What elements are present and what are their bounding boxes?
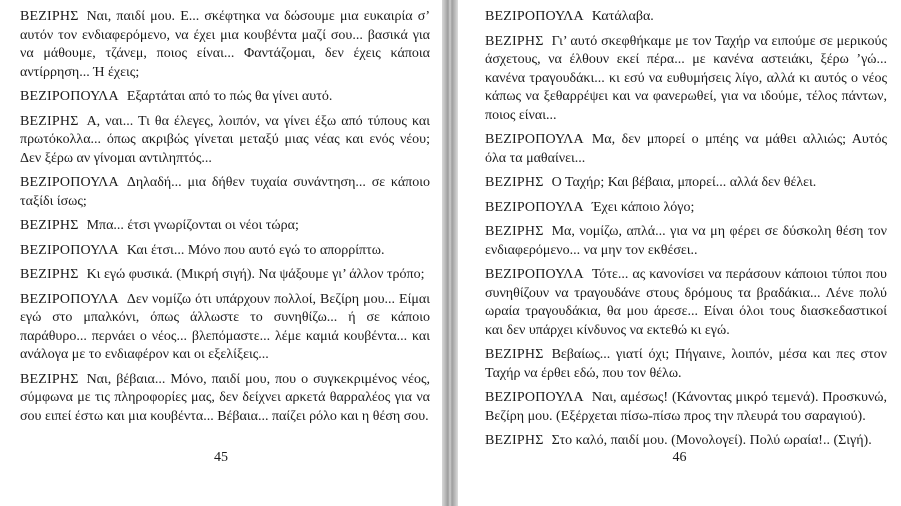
speaker-name: ΒΕΖΙΡΟΠΟΥΛΑ xyxy=(485,199,584,215)
dialogue-text: Ναι, αμέσως! (Κάνοντας μικρό τεμενά). Προσκυνώ, Βεζίρη μου. (Εξέρχεται πίσω-πίσω προς την πλευρά του σαραγιού). xyxy=(485,390,887,424)
dialogue-text: Και έτσι... Μόνο που αυτό εγώ το απορρίπτω. xyxy=(126,242,385,258)
dialogue-text: Τότε... ας κανονίσει να περάσουν κάποιοι τύποι που συνηθίζουν να τραγουδάνε στους δρόμους τα βραδάκια... Λένε πολύ ωραία τραγουδάκια, θα μου άρεσε... Είναι όλοι τους διασκεδαστικοί και δεν υπάρχει κίνδυνος να εκτεθώ κι εγώ. xyxy=(485,267,887,338)
speaker-name: ΒΕΖΙΡΗΣ xyxy=(485,347,544,362)
speaker-name: ΒΕΖΙΡΗΣ xyxy=(20,371,79,387)
dialogue-paragraph xyxy=(485,346,887,383)
speaker-name: ΒΕΖΙΡΗΣ xyxy=(20,218,79,233)
dialogue-text: Μπα... έτσι γνωρίζονται οι νέοι τώρα; xyxy=(86,218,299,233)
dialogue-paragraph xyxy=(485,389,887,426)
speaker-name: ΒΕΖΙΡΗΣ xyxy=(20,267,79,282)
dialogue-paragraph xyxy=(485,174,887,193)
dialogue-text: Έχει κάποιο λόγο; xyxy=(591,199,695,215)
dialogue-text: Κατάλαβα. xyxy=(591,9,654,24)
speaker-name: ΒΕΖΙΡΟΠΟΥΛΑ xyxy=(20,89,119,104)
dialogue-paragraph xyxy=(485,8,887,27)
dialogue-text: Εξαρτάται από το πώς θα γίνει αυτό. xyxy=(126,89,333,104)
dialogue-text: Μα, δεν μπορεί ο μπέης να μάθει αλλιώς; Αυτός όλα τα μαθαίνει... xyxy=(485,132,887,166)
dialogue-paragraph xyxy=(485,33,887,126)
dialogue-paragraph xyxy=(485,432,887,451)
dialogue-text: Βεβαίως... γιατί όχι; Πήγαινε, λοιπόν, μέσα και πες στον Ταχήρ να έρθει εδώ, που τον θέλω. xyxy=(485,347,887,381)
dialogue-paragraph xyxy=(20,266,430,285)
speaker-name: ΒΕΖΙΡΗΣ xyxy=(485,433,544,448)
dialogue-text: Μα, νομίζω, απλά... για να μη φέρει σε δύσκολη θέση τον ενδιαφερόμενο... να μην τον εκθέσει.. xyxy=(485,224,887,258)
speaker-name: ΒΕΖΙΡΗΣ xyxy=(485,175,544,190)
speaker-name: ΒΕΖΙΡΟΠΟΥΛΑ xyxy=(20,242,119,258)
dialogue-paragraph xyxy=(485,199,887,218)
dialogue-paragraph xyxy=(20,217,430,236)
dialogue-paragraph xyxy=(20,242,430,261)
left-page xyxy=(0,0,442,506)
left-page-text xyxy=(20,8,430,426)
speaker-name: ΒΕΖΙΡΗΣ xyxy=(485,224,544,239)
dialogue-text: Ναι, παιδί μου. Ε... σκέφτηκα να δώσουμε μια ευκαιρία σ’ αυτόν τον ενδιαφερόμενο, να έχει μια κουβέντα μαζί σου... βασικά για να μάθουμε, τζάνεμ, ποιος είναι... Φαντάζομαι, δεν έχεις κάποια αντίρρηση... Ή έχεις; xyxy=(20,9,430,80)
speaker-name: ΒΕΖΙΡΗΣ xyxy=(485,33,544,49)
speaker-name: ΒΕΖΙΡΟΠΟΥΛΑ xyxy=(20,291,119,307)
book-spine-gutter xyxy=(442,0,458,506)
dialogue-paragraph xyxy=(485,266,887,340)
speaker-name: ΒΕΖΙΡΗΣ xyxy=(20,9,79,24)
speaker-name: ΒΕΖΙΡΟΠΟΥΛΑ xyxy=(485,267,584,282)
dialogue-text: Α, ναι... Τι θα έλεγες, λοιπόν, να γίνει έξω από τύπους και πρωτόκολλα... όπως ακριβώς γίνεται μεταξύ μιας νέας και ενός νέου; Δεν ξέρω αν γίνομαι αντιληπτός... xyxy=(20,113,430,166)
dialogue-paragraph xyxy=(485,131,887,168)
right-page xyxy=(458,0,901,506)
dialogue-paragraph xyxy=(20,113,430,169)
page-number: 45 xyxy=(214,450,228,465)
page-number: 46 xyxy=(672,450,687,465)
dialogue-text: Ο Ταχήρ; Και βέβαια, μπορεί... αλλά δεν θέλει. xyxy=(551,175,817,190)
dialogue-paragraph xyxy=(20,174,430,211)
speaker-name: ΒΕΖΙΡΟΠΟΥΛΑ xyxy=(485,9,584,24)
right-page-text xyxy=(485,8,887,451)
dialogue-paragraph xyxy=(20,371,430,427)
dialogue-text: Ναι, βέβαια... Μόνο, παιδί μου, που ο συγκεκριμένος νέος, σύμφωνα με τις πληροφορίες μας, δεν δείχνει αρκετά θαρραλέος για να σου ειπεί έστω και μια κουβέντα... Βέβαια... παίζει ρόλο και η θέση σου. xyxy=(20,371,430,424)
dialogue-text: Δεν νομίζω ότι υπάρχουν πολλοί, Βεζίρη μου... Είμαι εγώ στο μπαλκόνι, όπως άλλωστε το συνηθίζω... ή σε κάποιο παράθυρο... περνάει ο νέος... βλεπόμαστε... λέμε καμιά κουβέντα... και ανάλογα με το ενδιαφέρον και οι εξελίξεις... xyxy=(20,291,430,362)
speaker-name: ΒΕΖΙΡΗΣ xyxy=(20,113,79,129)
dialogue-paragraph xyxy=(20,8,430,82)
speaker-name: ΒΕΖΙΡΟΠΟΥΛΑ xyxy=(20,175,119,190)
speaker-name: ΒΕΖΙΡΟΠΟΥΛΑ xyxy=(485,390,584,405)
dialogue-paragraph xyxy=(20,291,430,365)
dialogue-text: Στο καλό, παιδί μου. (Μονολογεί). Πολύ ωραία!.. (Σιγή). xyxy=(551,433,872,448)
dialogue-text: Κι εγώ φυσικά. (Μικρή σιγή). Να ψάξουμε γι’ άλλον τρόπο; xyxy=(86,267,425,282)
dialogue-text: Γι’ αυτό σκεφθήκαμε με τον Ταχήρ να ειπούμε σε μερικούς άσχετους, να έλθουν εκεί πέρα... με κανένα αστειάκι, ξέρω ’γώ... κανένα τραγουδάκι... κι εσύ να ευθυμήσεις λίγο, αλλά κι αυτός ο νέος κάπως να ξεθαρρέψει και να φανερωθεί, για να ιδούμε, τέλος πάντων, ποιος είναι... xyxy=(485,33,887,123)
dialogue-paragraph xyxy=(485,223,887,260)
dialogue-text: Δηλαδή... μια δήθεν τυχαία συνάντηση... σε κάποιο ταξίδι ίσως; xyxy=(20,175,430,209)
dialogue-paragraph xyxy=(20,88,430,107)
speaker-name: ΒΕΖΙΡΟΠΟΥΛΑ xyxy=(485,132,584,147)
